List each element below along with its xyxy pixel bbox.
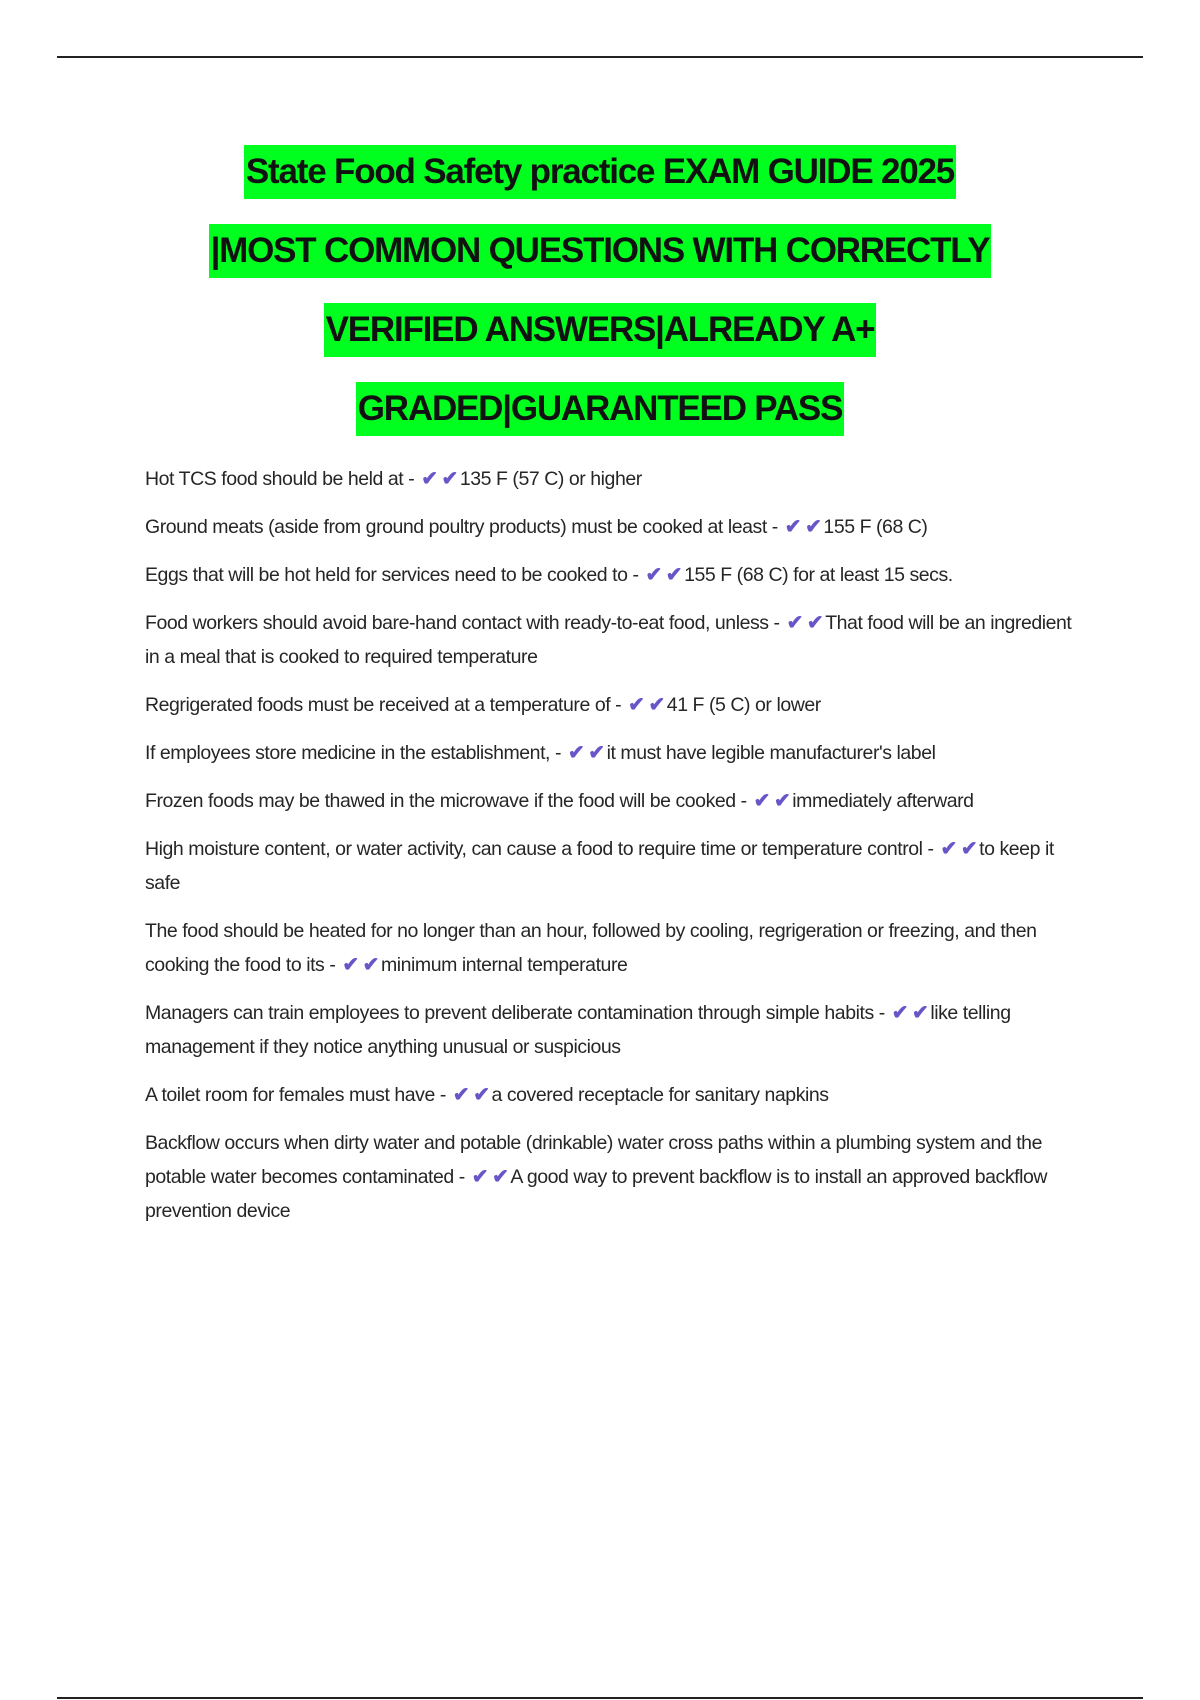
check-icon: ✔	[588, 742, 605, 764]
check-icon: ✔	[912, 1002, 929, 1024]
qa-item	[145, 1126, 1080, 1228]
title-text: VERIFIED ANSWERS|ALREADY A+	[324, 303, 877, 357]
check-icon: ✔	[773, 790, 791, 812]
answer-text: it must have legible manufacturer's label	[606, 742, 936, 764]
check-icon: ✔	[471, 1166, 489, 1188]
question-text: High moisture content, or water activity, can cause a food to require time or temperature control -	[145, 838, 934, 860]
answer-text: 135 F (57 C) or higher	[459, 468, 642, 490]
qa-item	[145, 558, 1080, 592]
check-icon: ✔	[567, 742, 585, 764]
answer-text: minimum internal temperature	[380, 954, 628, 976]
qa-item	[145, 688, 1080, 722]
header-rule	[57, 56, 1143, 58]
answer-text: 155 F (68 C)	[823, 516, 928, 538]
answer-text: a covered receptacle for sanitary napkins	[491, 1084, 829, 1106]
title-line	[0, 145, 1200, 224]
title-line	[0, 382, 1200, 461]
question-text: If employees store medicine in the establishment, -	[145, 742, 562, 764]
qa-item	[145, 1078, 1080, 1112]
answer-text: like telling management if they notice anything unusual or suspicious	[145, 1002, 1011, 1058]
qa-item	[145, 510, 1080, 544]
question-text: Backflow occurs when dirty water and potable (drinkable) water cross paths within a plumbing system and the potable water becomes contaminated -	[145, 1132, 1042, 1188]
check-icon: ✔	[960, 838, 978, 860]
question-text: Frozen foods may be thawed in the microwave if the food will be cooked -	[145, 790, 747, 812]
question-text: Managers can train employees to prevent deliberate contamination through simple habits -	[145, 1002, 885, 1024]
document-title	[0, 145, 1200, 461]
question-text: Ground meats (aside from ground poultry products) must be cooked at least -	[145, 516, 778, 538]
question-text: A toilet room for females must have -	[145, 1084, 446, 1106]
check-icon: ✔	[753, 790, 770, 812]
title-text: GRADED|GUARANTEED PASS	[356, 382, 844, 436]
check-icon: ✔	[645, 564, 662, 586]
answer-text: to keep it safe	[145, 838, 1054, 894]
check-icon: ✔	[342, 954, 359, 976]
check-icon: ✔	[940, 838, 957, 860]
answer-text: A good way to prevent backflow is to install an approved backflow prevention device	[145, 1166, 1047, 1222]
answer-text: That food will be an ingredient in a meal that is cooked to required temperature	[145, 612, 1072, 668]
qa-item	[145, 736, 1080, 770]
answer-text: 41 F (5 C) or lower	[666, 694, 821, 716]
qa-item	[145, 462, 1080, 496]
title-text: |MOST COMMON QUESTIONS WITH CORRECTLY	[209, 224, 992, 278]
check-icon: ✔	[473, 1084, 490, 1106]
qa-item	[145, 996, 1080, 1064]
check-icon: ✔	[786, 612, 803, 634]
title-line	[0, 224, 1200, 303]
answer-text: 155 F (68 C) for at least 15 secs.	[684, 564, 953, 586]
check-icon: ✔	[891, 1002, 909, 1024]
qa-item	[145, 914, 1080, 982]
check-icon: ✔	[665, 564, 683, 586]
question-answer-list	[145, 462, 1080, 1242]
question-text: The food should be heated for no longer than an hour, followed by cooling, regrigeration or freezing, and then cooking the food to its -	[145, 920, 1037, 976]
check-icon: ✔	[784, 516, 802, 538]
qa-item	[145, 832, 1080, 900]
check-icon: ✔	[452, 1084, 470, 1106]
check-icon: ✔	[492, 1166, 509, 1188]
check-icon: ✔	[421, 468, 438, 490]
question-text: Eggs that will be hot held for services need to be cooked to -	[145, 564, 639, 586]
question-text: Regrigerated foods must be received at a temperature of -	[145, 694, 622, 716]
title-text: State Food Safety practice EXAM GUIDE 2025	[244, 145, 956, 199]
qa-item	[145, 784, 1080, 818]
question-text: Hot TCS food should be held at -	[145, 468, 415, 490]
check-icon: ✔	[628, 694, 645, 716]
check-icon: ✔	[441, 468, 458, 490]
footer-rule	[57, 1697, 1143, 1699]
check-icon: ✔	[362, 954, 379, 976]
check-icon: ✔	[805, 516, 822, 538]
qa-item	[145, 606, 1080, 674]
title-line	[0, 303, 1200, 382]
question-text: Food workers should avoid bare-hand contact with ready-to-eat food, unless -	[145, 612, 780, 634]
check-icon: ✔	[806, 612, 824, 634]
answer-text: immediately afterward	[792, 790, 974, 812]
check-icon: ✔	[648, 694, 665, 716]
